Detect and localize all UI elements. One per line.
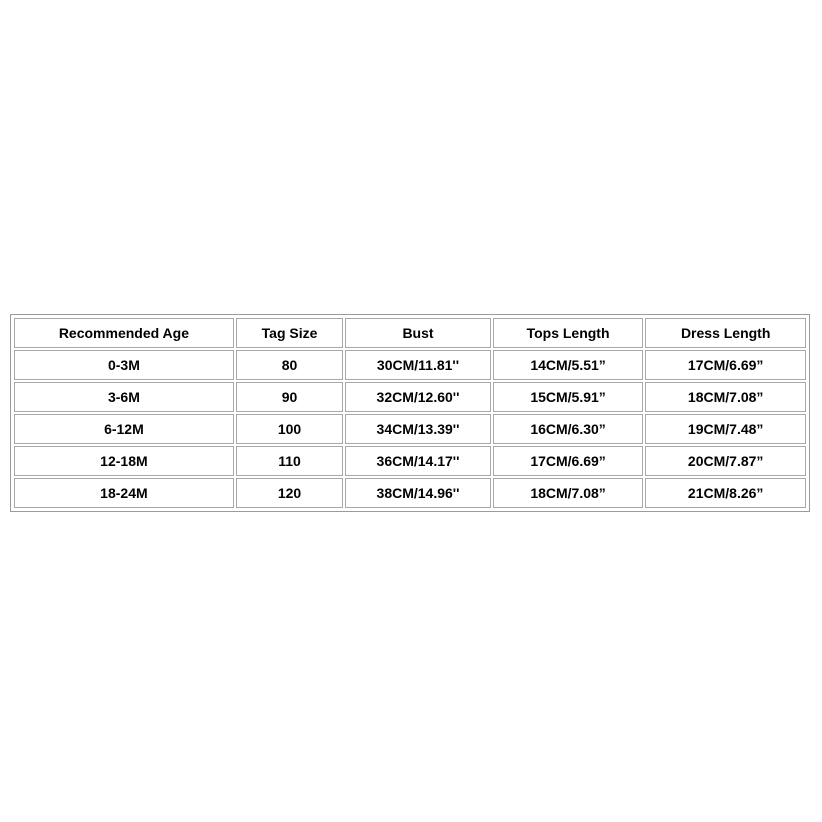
table-row <box>14 350 806 380</box>
cell-dress-length: 20CM/7.87” <box>645 446 806 476</box>
table-row <box>14 478 806 508</box>
cell-bust: 36CM/14.17'' <box>345 446 491 476</box>
size-chart <box>10 314 810 512</box>
cell-tag-size: 120 <box>236 478 343 508</box>
cell-recommended-age: 12-18M <box>14 446 234 476</box>
header-bust: Bust <box>345 318 491 348</box>
cell-tops-length: 18CM/7.08” <box>493 478 644 508</box>
cell-bust: 34CM/13.39'' <box>345 414 491 444</box>
header-dress-length: Dress Length <box>645 318 806 348</box>
size-chart-table <box>12 316 808 510</box>
header-tops-length: Tops Length <box>493 318 644 348</box>
cell-bust: 30CM/11.81'' <box>345 350 491 380</box>
cell-tops-length: 14CM/5.51” <box>493 350 644 380</box>
cell-tag-size: 100 <box>236 414 343 444</box>
table-row <box>14 414 806 444</box>
cell-recommended-age: 3-6M <box>14 382 234 412</box>
cell-dress-length: 18CM/7.08” <box>645 382 806 412</box>
cell-tops-length: 17CM/6.69” <box>493 446 644 476</box>
cell-tops-length: 16CM/6.30” <box>493 414 644 444</box>
table-row <box>14 382 806 412</box>
cell-dress-length: 21CM/8.26” <box>645 478 806 508</box>
cell-tops-length: 15CM/5.91” <box>493 382 644 412</box>
table-header-row <box>14 318 806 348</box>
cell-dress-length: 19CM/7.48” <box>645 414 806 444</box>
cell-tag-size: 80 <box>236 350 343 380</box>
cell-recommended-age: 18-24M <box>14 478 234 508</box>
cell-tag-size: 90 <box>236 382 343 412</box>
cell-bust: 38CM/14.96'' <box>345 478 491 508</box>
cell-recommended-age: 6-12M <box>14 414 234 444</box>
header-recommended-age: Recommended Age <box>14 318 234 348</box>
cell-tag-size: 110 <box>236 446 343 476</box>
cell-bust: 32CM/12.60'' <box>345 382 491 412</box>
cell-dress-length: 17CM/6.69” <box>645 350 806 380</box>
cell-recommended-age: 0-3M <box>14 350 234 380</box>
header-tag-size: Tag Size <box>236 318 343 348</box>
table-row <box>14 446 806 476</box>
